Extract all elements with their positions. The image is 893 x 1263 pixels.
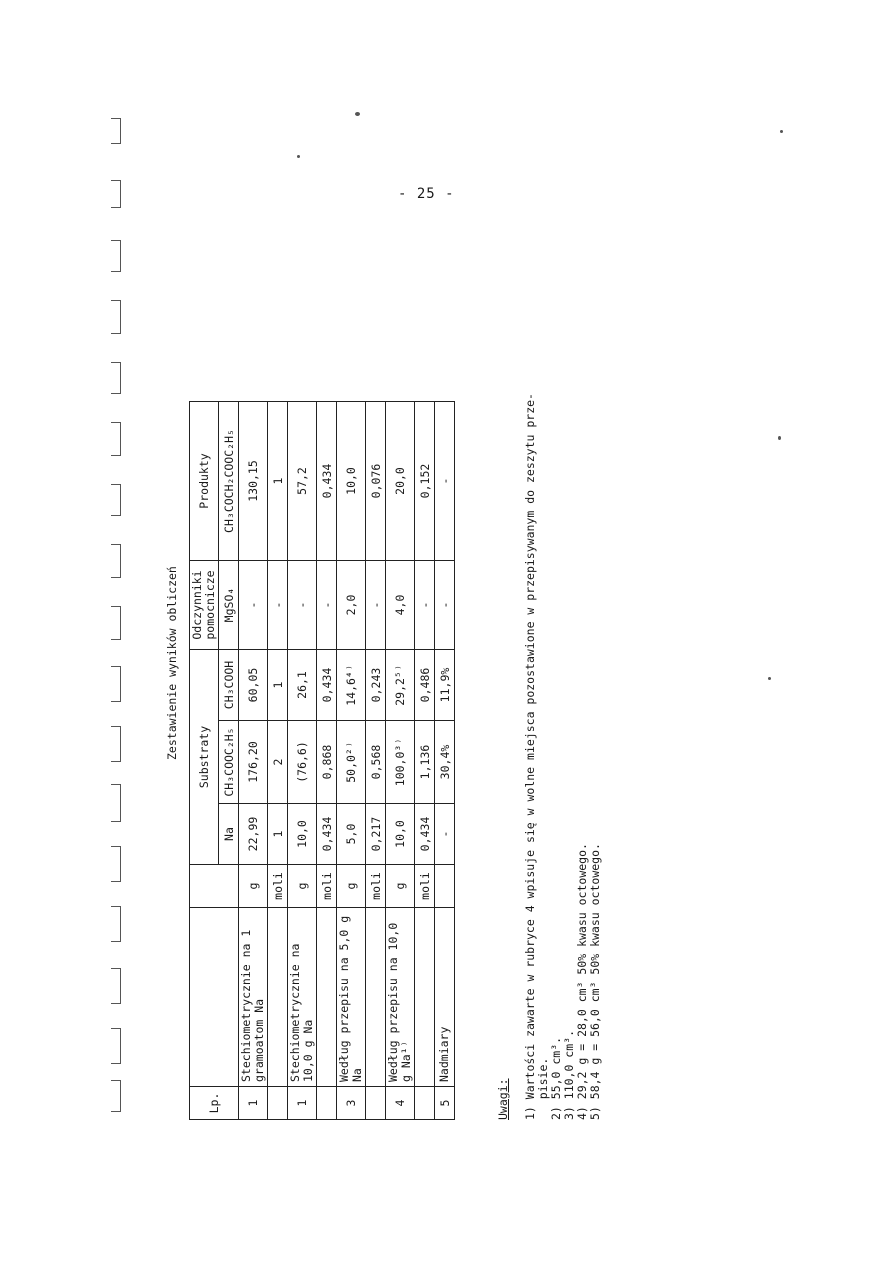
table-row <box>415 402 435 1120</box>
binder-hole <box>111 1080 121 1112</box>
cell-ester: 100,0³⁾ <box>386 721 415 804</box>
cell-na: 22,99 <box>239 804 268 865</box>
cell-mgso4: - <box>239 561 268 650</box>
table-row <box>239 402 268 1120</box>
col-mgso4: MgSO₄ <box>219 561 239 650</box>
col-product: CH₃COCH₂COOC₂H₅ <box>219 402 239 561</box>
cell-lp: 1 <box>239 1087 268 1120</box>
table-title: Zestawienie wyników obliczeń <box>165 566 179 760</box>
cell-product: 57,2 <box>288 402 317 561</box>
cell-unit: moli <box>317 865 337 908</box>
cell-unit: moli <box>268 865 288 908</box>
cell-unit: g <box>386 865 415 908</box>
cell-ester: 2 <box>268 721 288 804</box>
notes <box>497 340 602 1120</box>
cell-product: 1 <box>268 402 288 561</box>
cell-ester: 30,4% <box>435 721 455 804</box>
cell-mgso4: 2,0 <box>337 561 366 650</box>
cell-mgso4: - <box>435 561 455 650</box>
header-lp: Lp. <box>190 1087 239 1120</box>
cell-desc: Nadmiary <box>435 908 455 1087</box>
cell-acid: 26,1 <box>288 650 317 721</box>
table-row <box>288 402 317 1120</box>
cell-unit <box>435 865 455 908</box>
binder-hole <box>111 606 121 640</box>
cell-mgso4: - <box>288 561 317 650</box>
cell-ester: 1,136 <box>415 721 435 804</box>
header-row <box>190 402 219 1120</box>
cell-acid: 0,434 <box>317 650 337 721</box>
binder-hole <box>111 300 121 334</box>
header-products: Produkty <box>190 402 219 561</box>
cell-desc: Według przepisu na 5,0 g Na <box>337 908 366 1087</box>
table-row <box>268 402 288 1120</box>
cell-unit: moli <box>366 865 386 908</box>
cell-na: 0,434 <box>317 804 337 865</box>
scan-speck <box>778 436 781 440</box>
cell-mgso4: - <box>317 561 337 650</box>
page-number: - 25 - <box>398 186 455 202</box>
scan-speck <box>780 130 783 133</box>
header-aux: Odczynniki pomocnicze <box>190 561 219 650</box>
table-row <box>435 402 455 1120</box>
rotated-content <box>165 220 645 1120</box>
cell-desc: Stechiometrycznie na 10,0 g Na <box>288 908 317 1087</box>
scan-speck <box>297 155 300 158</box>
binder-hole <box>111 726 121 762</box>
header-substrates: Substraty <box>190 650 219 865</box>
cell-mgso4: - <box>366 561 386 650</box>
note-line: 4) 29,2 g = 28,0 cm³ 50% kwasu octowego. <box>575 843 589 1120</box>
cell-lp: 5 <box>435 1087 455 1120</box>
binder-hole <box>111 118 121 144</box>
cell-acid: 0,243 <box>366 650 386 721</box>
note-line: 1) Wartości zawarte w rubryce 4 wpisuje się w wolne miejsca pozostawione w przepisywanym do zeszytu prze- <box>523 393 537 1120</box>
col-acid: CH₃COOH <box>219 650 239 721</box>
cell-unit: g <box>239 865 268 908</box>
cell-na: 0,217 <box>366 804 386 865</box>
cell-desc <box>415 908 435 1087</box>
table-row <box>337 402 366 1120</box>
note-line: 2) 55,0 cm³. <box>549 1036 563 1120</box>
cell-lp: 3 <box>337 1087 366 1120</box>
binder-hole <box>111 484 121 516</box>
results-table <box>189 401 455 1120</box>
cell-product: 0,434 <box>317 402 337 561</box>
cell-product: 20,0 <box>386 402 415 561</box>
table-row <box>386 402 415 1120</box>
cell-acid: 14,6⁴⁾ <box>337 650 366 721</box>
cell-unit: g <box>288 865 317 908</box>
cell-na: - <box>435 804 455 865</box>
cell-unit: g <box>337 865 366 908</box>
cell-acid: 11,9% <box>435 650 455 721</box>
binder-hole <box>111 362 121 394</box>
cell-na: 10,0 <box>386 804 415 865</box>
cell-acid: 0,486 <box>415 650 435 721</box>
cell-lp: 1 <box>288 1087 317 1120</box>
binder-hole <box>111 544 121 578</box>
header-desc <box>190 908 239 1087</box>
cell-acid: 29,2⁵⁾ <box>386 650 415 721</box>
table-row <box>366 402 386 1120</box>
cell-lp <box>366 1087 386 1120</box>
cell-desc <box>268 908 288 1087</box>
binder-hole <box>111 846 121 882</box>
cell-product: 10,0 <box>337 402 366 561</box>
cell-ester: 0,568 <box>366 721 386 804</box>
binder-hole <box>111 906 121 942</box>
cell-lp <box>268 1087 288 1120</box>
cell-desc <box>366 908 386 1087</box>
cell-lp: 4 <box>386 1087 415 1120</box>
cell-na: 0,434 <box>415 804 435 865</box>
cell-desc: Według przepisu na 10,0 g Na¹⁾ <box>386 908 415 1087</box>
cell-product: 130,15 <box>239 402 268 561</box>
cell-ester: (76,6) <box>288 721 317 804</box>
cell-mgso4: - <box>415 561 435 650</box>
cell-mgso4: 4,0 <box>386 561 415 650</box>
binder-hole <box>111 666 121 702</box>
binder-hole <box>111 240 121 272</box>
cell-product: 0,076 <box>366 402 386 561</box>
scan-speck <box>355 112 360 116</box>
col-ester: CH₃COOC₂H₅ <box>219 721 239 804</box>
table-row <box>317 402 337 1120</box>
cell-desc <box>317 908 337 1087</box>
cell-ester: 50,0²⁾ <box>337 721 366 804</box>
binder-hole <box>111 1028 121 1064</box>
cell-lp <box>317 1087 337 1120</box>
cell-unit: moli <box>415 865 435 908</box>
cell-na: 1 <box>268 804 288 865</box>
cell-acid: 1 <box>268 650 288 721</box>
cell-mgso4: - <box>268 561 288 650</box>
cell-product: 0,152 <box>415 402 435 561</box>
cell-lp <box>415 1087 435 1120</box>
cell-na: 5,0 <box>337 804 366 865</box>
cell-acid: 60,05 <box>239 650 268 721</box>
cell-ester: 0,868 <box>317 721 337 804</box>
cell-ester: 176,20 <box>239 721 268 804</box>
scan-speck <box>768 677 771 680</box>
note-line: 5) 58,4 g = 56,0 cm³ 50% kwasu octowego. <box>588 843 602 1120</box>
binder-hole <box>111 784 121 822</box>
note-line: 3) 110,0 cm³. <box>562 1029 576 1120</box>
binder-hole <box>111 968 121 1004</box>
cell-product: - <box>435 402 455 561</box>
cell-desc: Stechiometrycznie na 1 gramoatom Na <box>239 908 268 1087</box>
note-line: pisie. <box>536 1057 550 1120</box>
header-unit <box>190 865 239 908</box>
binder-hole <box>111 422 121 456</box>
col-na: Na <box>219 804 239 865</box>
cell-na: 10,0 <box>288 804 317 865</box>
binder-hole <box>111 180 121 208</box>
notes-title: Uwagi: <box>496 1078 510 1120</box>
